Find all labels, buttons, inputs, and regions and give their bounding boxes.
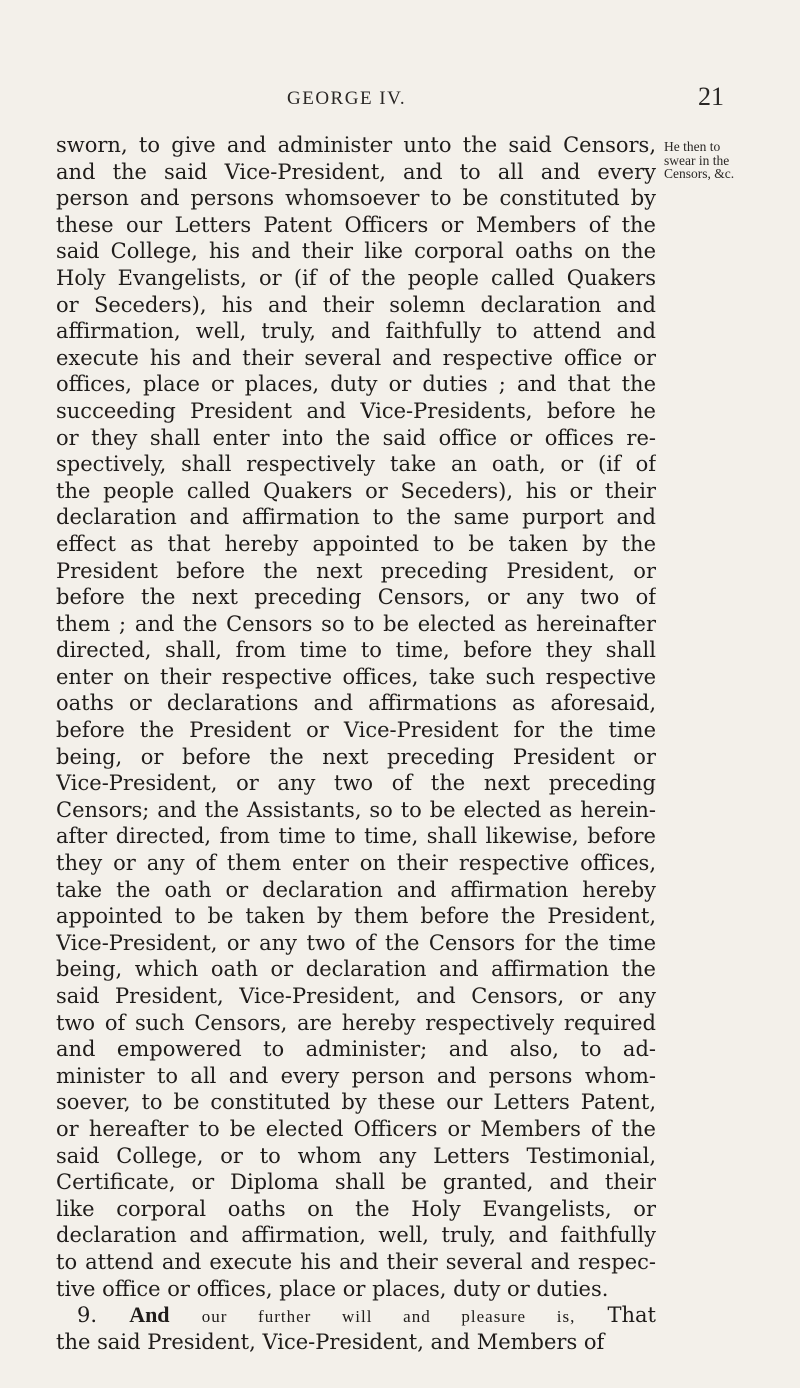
text-line: said College, or to whom any Letters Testimonial, <box>56 1143 656 1168</box>
text-line: being, or before the next preceding President or <box>56 744 656 769</box>
text-line: execute his and their several and respective office or <box>56 345 656 370</box>
text-line: or hereafter to be elected Officers or Members of the <box>56 1116 656 1141</box>
text-line: soever, to be constituted by these our Letters Patent, <box>56 1090 656 1115</box>
text-line: these our Letters Patent Officers or Members of the <box>56 212 656 237</box>
text-line: and the said Vice-President, and to all and every <box>56 159 656 184</box>
text-line: or Seceders), his and their solemn declaration and <box>56 292 656 317</box>
text-line: or they shall enter into the said office or offices re- <box>56 425 656 450</box>
paragraph-9-rest: That <box>607 1303 656 1328</box>
text-line-final: the said President, Vice-President, and Members of <box>56 1329 605 1354</box>
text-line: said College, his and their like corporal oaths on the <box>56 239 656 264</box>
text-line: they or any of them enter on their respective offices, <box>56 851 656 876</box>
page-header <box>0 82 800 116</box>
page-number: 21 <box>698 82 724 111</box>
text-line: offices, place or places, duty or duties ; and that the <box>56 372 656 397</box>
text-line: two of such Censors, are hereby respectively required <box>56 1010 656 1035</box>
text-line: enter on their respective offices, take such respective <box>56 664 656 689</box>
text-line: spectively, shall respectively take an oath, or (if of <box>56 452 656 477</box>
text-line: before the next preceding Censors, or any two of <box>56 585 656 610</box>
text-line: appointed to be taken by them before the President, <box>56 904 656 929</box>
small-caps-text: our further will and pleasure is, <box>201 1307 576 1327</box>
text-line: Censors; and the Assistants, so to be elected as herein- <box>56 797 656 822</box>
text-line: before the President or Vice-President for the time <box>56 718 656 743</box>
margin-note-line: swear in the <box>664 152 730 168</box>
text-line: Vice-President, or any two of the Censors for the time <box>56 930 656 955</box>
text-line: Holy Evangelists, or (if of the people called Quakers <box>56 265 656 290</box>
margin-note-line: Censors, &c. <box>664 166 735 181</box>
text-line: after directed, from time to time, shall likewise, before <box>56 824 656 849</box>
text-line: being, which oath or declaration and affirmation the <box>56 957 656 982</box>
text-line: Certificate, or Diploma shall be granted, and their <box>56 1170 656 1195</box>
text-line: them ; and the Censors so to be elected as hereinafter <box>56 611 656 636</box>
text-line: and empowered to administer; and also, to ad- <box>56 1037 656 1062</box>
text-line: succeeding President and Vice-Presidents, before he <box>56 398 656 423</box>
text-line: effect as that hereby appointed to be taken by the <box>56 531 656 556</box>
margin-note <box>664 140 764 181</box>
text-line: to attend and execute his and their several and respec- <box>56 1249 656 1274</box>
margin-note-line: He then to <box>664 139 721 154</box>
text-line: person and persons whomsoever to be constituted by <box>56 186 656 211</box>
text-line: like corporal oaths on the Holy Evangelists, or <box>56 1196 656 1221</box>
text-line: sworn, to give and administer unto the said Censors, <box>56 133 656 157</box>
text-line: Vice-President, or any two of the next preceding <box>56 771 656 796</box>
text-line: take the oath or declaration and affirmation hereby <box>56 877 656 902</box>
running-head: GEORGE IV. <box>287 88 407 109</box>
blackletter-initial: And <box>129 1302 170 1328</box>
paragraph-number: 9. <box>77 1303 98 1328</box>
text-line: affirmation, well, truly, and faithfully to attend and <box>56 319 656 344</box>
text-line: declaration and affirmation to the same purport and <box>56 505 656 530</box>
text-line: the people called Quakers or Seceders), his or their <box>56 478 656 503</box>
text-line: oaths or declarations and affirmations as aforesaid, <box>56 691 656 716</box>
text-line: said President, Vice-President, and Censors, or any <box>56 984 656 1008</box>
text-line: declaration and affirmation, well, truly, and faithfully <box>56 1223 656 1248</box>
text-line: minister to all and every person and persons whom- <box>56 1063 656 1088</box>
body-text <box>56 132 656 1355</box>
paragraph-9-opening <box>56 1302 656 1329</box>
text-line: directed, shall, from time to time, before they shall <box>56 638 656 663</box>
text-line: tive office or offices, place or places, duty or duties. <box>56 1276 609 1301</box>
text-line: President before the next preceding President, or <box>56 558 656 583</box>
